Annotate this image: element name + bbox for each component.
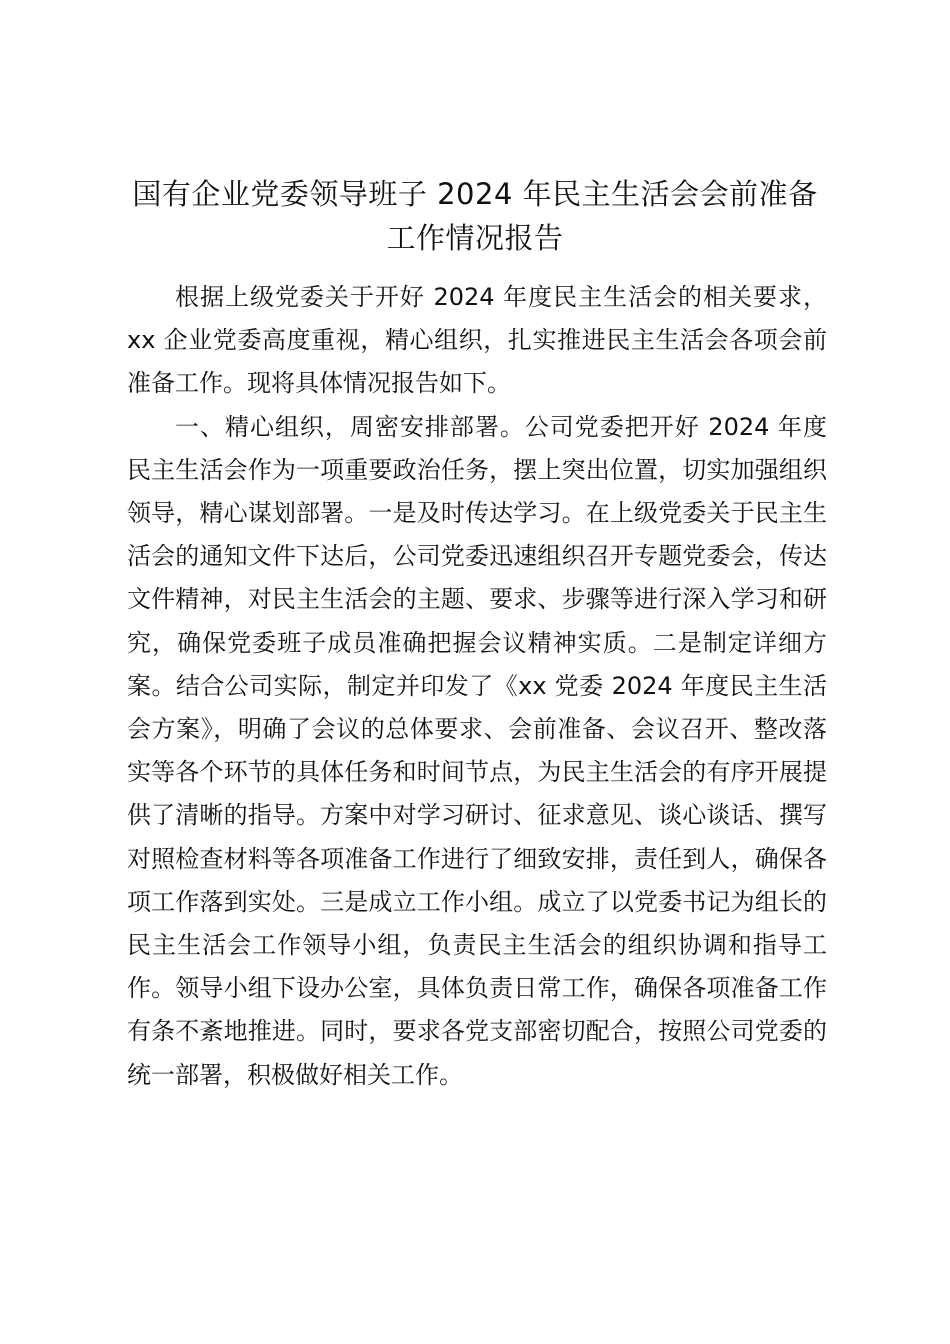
- document-title: 国有企业党委领导班子 2024 年民主生活会会前准备工作情况报告: [132, 177, 818, 255]
- paragraph-section-1: 一、精心组织，周密安排部署。公司党委把开好 2024 年度民主生活会作为一项重要政治任务，摆上突出位置，切实加强组织领导，精心谋划部署。一是及时传达学习。在上级党委关于民主生活会的通知文件下达后，公司党委迅速组织召开专题党委会，传达文件精神，对民主生活会的主题、要求、步骤等进行深入学习和研究，确保党委班子成员准确把握会议精神实质。二是制定详细方案。结合公司实际，制定并印发了《xx 党委 2024 年度民主生活会方案》，明确了会议的总体要求、会前准备、会议召开、整改落实等各个环节的具体任务和时间节点，为民主生活会的有序开展提供了清晰的指导。方案中对学习研讨、征求意见、谈心谈话、撰写对照检查材料等各项准备工作进行了细致安排，责任到人，确保各项工作落到实处。三是成立工作小组。成立了以党委书记为组长的民主生活会工作领导小组，负责民主生活会的组织协调和指导工作。领导小组下设办公室，具体负责日常工作，确保各项准备工作有条不紊地推进。同时，要求各党支部密切配合，按照公司党委的统一部署，积极做好相关工作。: [127, 412, 827, 1089]
- paragraph-intro: 根据上级党委关于开好 2024 年度民主生活会的相关要求，xx 企业党委高度重视，精心组织，扎实推进民主生活会各项会前准备工作。现将具体情况报告如下。: [127, 283, 827, 398]
- document-body: [127, 276, 827, 1097]
